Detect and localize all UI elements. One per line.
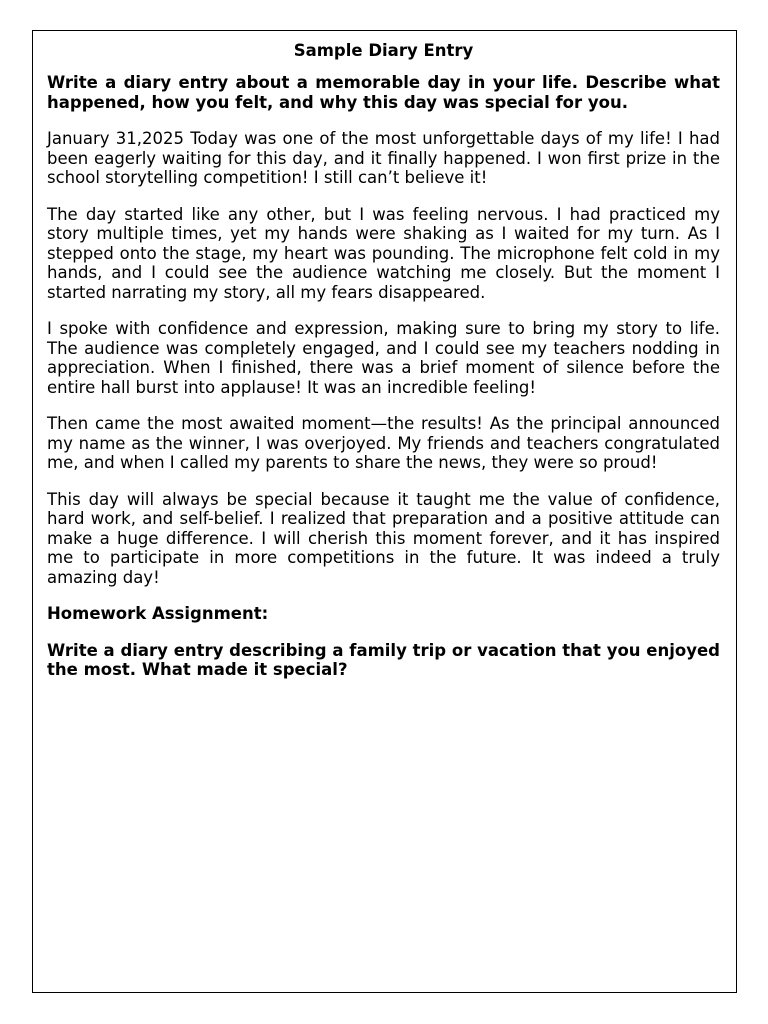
diary-paragraph-5: This day will always be special because it taught me the value of confidence, hard work, and self-belief. I realized that preparation and a positive attitude can make a huge difference. I will cherish this moment forever, and it has inspired me to participate in more competitions in the future. It was indeed a truly amazing day! — [47, 489, 720, 587]
diary-paragraph-4: Then came the most awaited moment—the results! As the principal announced my name as the winner, I was overjoyed. My friends and teachers congratulated me, and when I called my parents to share the news, they were so proud! — [47, 414, 720, 472]
homework-task: Write a diary entry describing a family trip or vacation that you enjoyed the most. What made it special? — [47, 640, 720, 679]
document-body — [47, 41, 720, 680]
document-title: Sample Diary Entry — [293, 41, 474, 60]
diary-paragraph-1: January 31,2025 Today was one of the most unforgettable days of my life! I had been eagerly waiting for this day, and it finally happened. I won first prize in the school storytelling competition! I still can’t believe it! — [47, 129, 720, 187]
writing-prompt: Write a diary entry about a memorable day in your life. Describe what happened, how you felt, and why this day was special for you. — [47, 73, 720, 112]
homework-heading: Homework Assignment: — [47, 604, 269, 623]
diary-paragraph-2: The day started like any other, but I was feeling nervous. I had practiced my story multiple times, yet my hands were shaking as I waited for my turn. As I stepped onto the stage, my heart was pounding. The microphone felt cold in my hands, and I could see the audience watching me closely. But the moment I started narrating my story, all my fears disappeared. — [47, 204, 720, 302]
diary-paragraph-3: I spoke with confidence and expression, making sure to bring my story to life. The audience was completely engaged, and I could see my teachers nodding in appreciation. When I finished, there was a brief moment of silence before the entire hall burst into applause! It was an incredible feeling! — [47, 319, 720, 397]
